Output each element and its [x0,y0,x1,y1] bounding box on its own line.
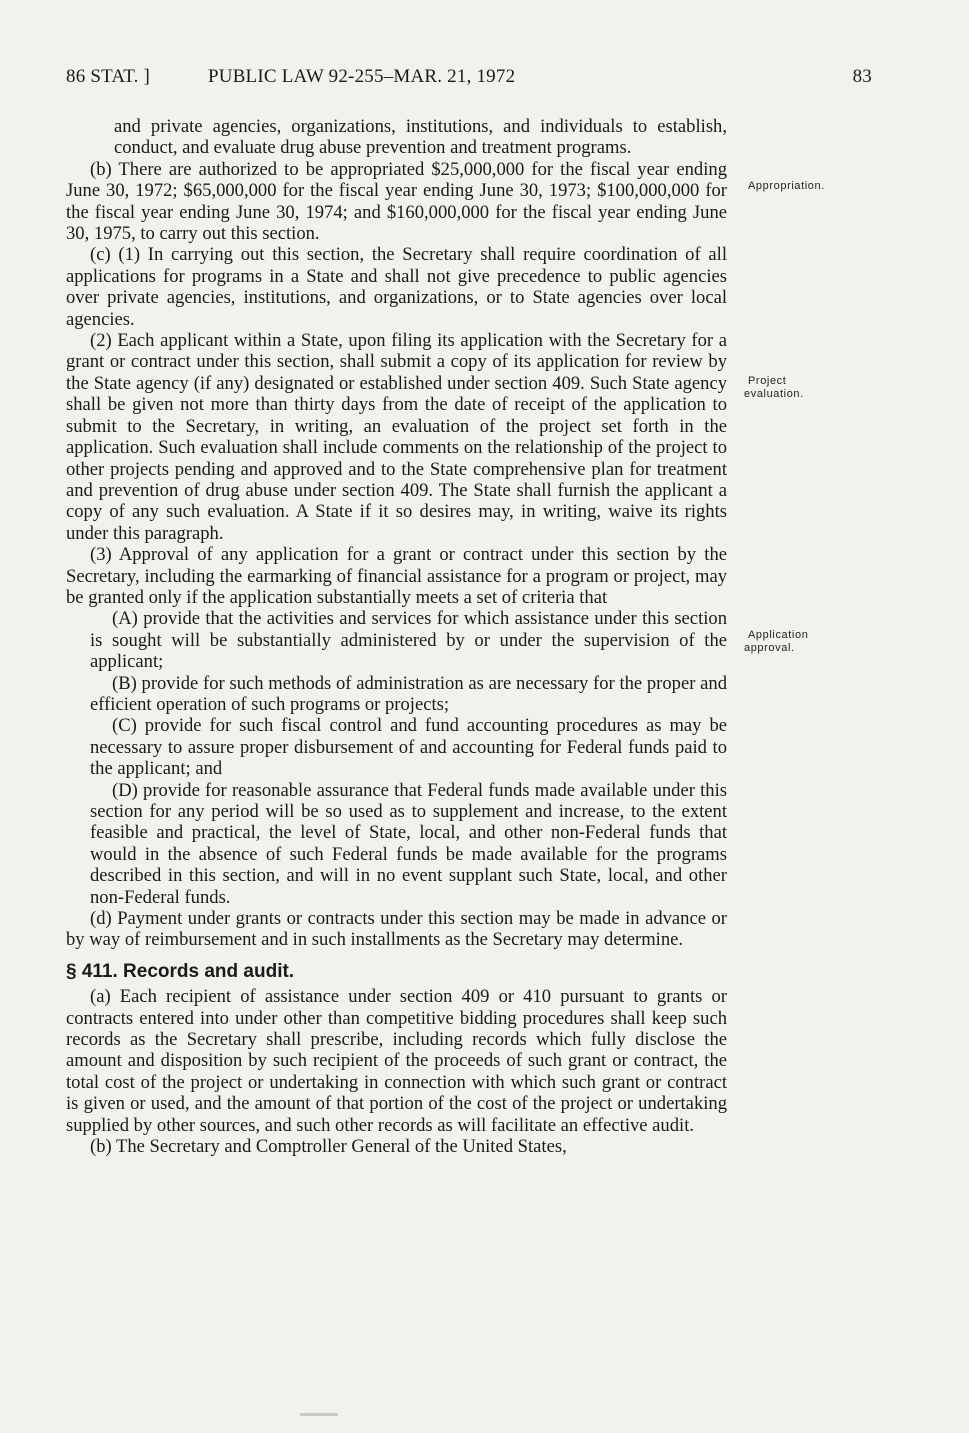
law-title: PUBLIC LAW 92-255–MAR. 21, 1972 [208,66,516,87]
paragraph-b: (b) There are authorized to be appropriated $25,000,000 for the fiscal year ending June 30, 1972; $65,000,000 for the fiscal year ending June 30, 1973; $100,000,000 for the fiscal year ending June 30, 1974; and $160,000,000 for the fiscal year ending June 30, 1975, to carry out this section. [66,158,727,245]
margin-note-line: Application [748,629,809,641]
margin-note-application-approval [744,629,809,655]
criteria-item-c: (C) provide for such fiscal control and fund accounting procedures as may be necessary to assure proper disbursement of and accounting for Federal funds paid to the applicant; and [90,715,727,780]
paragraph-411a: (a) Each recipient of assistance under section 409 or 410 pursuant to grants or contracts entered into under other than competitive bidding procedures shall keep such records as the Secretary shall prescribe, including records which fully disclose the amount and disposition by such recipient of the proceeds of such grant or contract, the total cost of the project or undertaking in connection with which such grant or contract is given or used, and the amount of that portion of the cost of the project or undertaking supplied by other sources, and such other records as will facilitate an effective audit. [66,986,727,1136]
volume-reference: 86 STAT. ] [66,66,151,87]
margin-note-appropriation: Appropriation. [748,180,825,192]
page-number: 83 [852,66,872,87]
paragraph-411b: (b) The Secretary and Comptroller General of the United States, [90,1136,567,1158]
margin-note-line: evaluation. [744,388,804,400]
margin-note-project-evaluation [744,375,804,401]
paragraph-continuation: and private agencies, organizations, institutions, and individuals to establish, conduct, and evaluate drug abuse prevention and treatment programs. [114,116,727,159]
scan-smudge [300,1413,338,1416]
paragraph-c3: (3) Approval of any application for a grant or contract under this section by the Secretary, including the earmarking of financial assistance for a program or project, may be granted only if the application substantially meets a set of criteria that [66,544,727,608]
criteria-item-b: (B) provide for such methods of administration as are necessary for the proper and efficient operation of such programs or projects; [90,672,727,715]
paragraph-d: (d) Payment under grants or contracts under this section may be made in advance or by way of reimbursement and in such installments as the Secretary may determine. [66,908,727,951]
body-text [66,116,727,1158]
paragraph-c2: (2) Each applicant within a State, upon filing its application with the Secretary for a grant or contract under this section, shall submit a copy of its application for review by the State agency (if any) designated or established under section 409. Such State agency shall be given not more than thirty days from the date of receipt of the application to submit to the Secretary, in writing, an evaluation of the project set forth in the application. Such evaluation shall include comments on the relationship of the project to other projects pending and approved and to the State comprehensive plan for treatment and prevention of drug abuse under section 409. The State shall furnish the applicant a copy of any such evaluation. A State if it so desires may, in writing, waive its rights under this paragraph. [66,330,727,544]
paragraph-c1: (c) (1) In carrying out this section, the Secretary shall require coordination of all applications for programs in a State and shall not give precedence to public agencies over private agencies, institutions, and organizations, or to State agencies over local agencies. [66,244,727,330]
section-heading: § 411. Records and audit. [66,960,295,982]
criteria-item-d: (D) provide for reasonable assurance that Federal funds made available under this section for any period will be so used as to supplement and increase, to the extent feasible and practical, the level of State, local, and other non-Federal funds that would in the absence of such Federal funds be made available for the programs described in this section, and will in no event supplant such State, local, and other non-Federal funds. [90,779,727,908]
running-header [66,66,872,96]
margin-note-line: approval. [744,642,795,654]
criteria-item-a: (A) provide that the activities and services for which assistance under this section is sought will be substantially administered by or under the supervision of the applicant; [90,608,727,673]
margin-note-line: Project [748,375,787,387]
